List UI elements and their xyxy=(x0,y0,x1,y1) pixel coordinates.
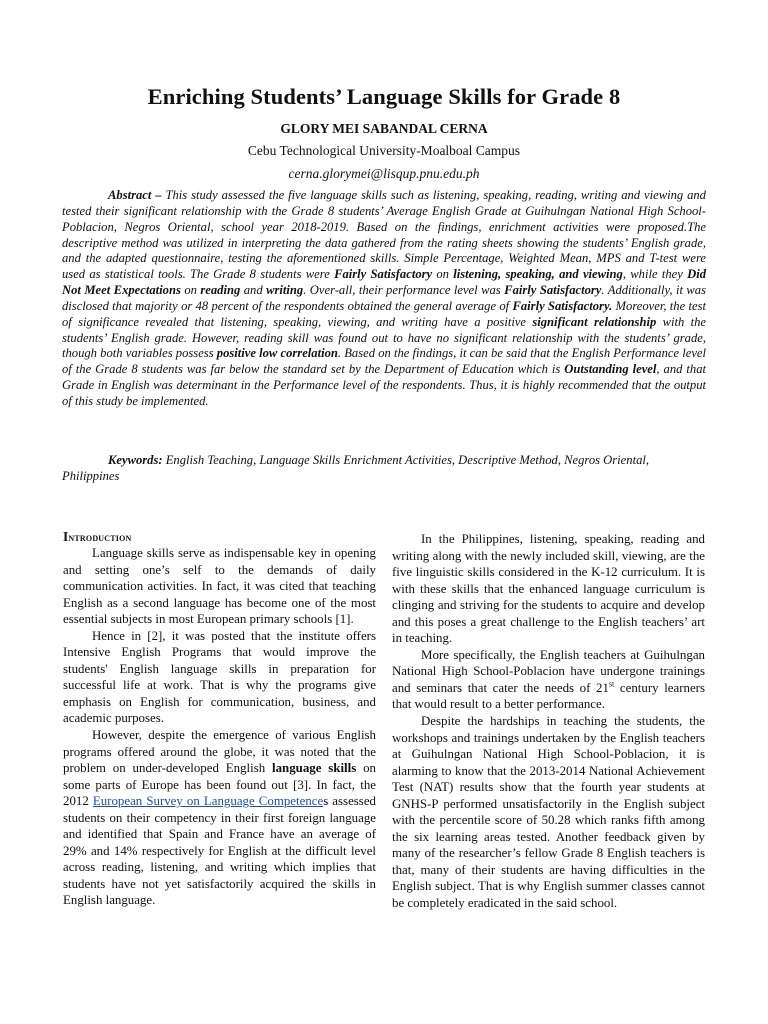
abstract-text: and xyxy=(240,283,267,298)
emphasis: language skills xyxy=(272,761,357,776)
left-column xyxy=(63,530,376,909)
paragraph: In the Philippines, listening, speaking, reading and writing along with the newly included skill, viewing, are the five linguistic skills considered in the K-12 curriculum. It is with these skills that the enhanced language curriculum is clinging and striving for the students to acquire and develop and this poses a great challenge to the English teachers’ art in teaching. xyxy=(392,532,705,646)
keywords-text: English Teaching, Language Skills Enrichment Activities, Descriptive Method, Negros Oriental, Philippines xyxy=(62,453,650,484)
paper-title: Enriching Students’ Language Skills for Grade 8 xyxy=(147,84,621,109)
superscript: st xyxy=(608,679,615,689)
keywords xyxy=(62,452,706,485)
abstract-text: with the students’ English grade. However, reading skill was found out to have no significant relationship with the students’ grade, though both variables possess xyxy=(62,314,706,361)
abstract-text: . Based on the findings, it can be said that the English Performance level of the Grade 8 students was far below the standard set by the Department of Education which is xyxy=(62,346,707,377)
abstract-text: This study assessed the five language skills such as listening, speaking, reading, writing and viewing and tested their significant relationship with the Grade 8 students’ Average English Grade at Guihulngan National High School-Poblacion, Negros Oriental, school year 2018-2019. Based on the findings, enrichment activities were proposed.The descriptive method was utilized in interpreting the data gathered from the rating sheets showing the students’ English grade, and the adapted questionnaire, testing the aforementioned skills. Simple Percentage, Weighted Mean, MPS and T-test were used as statistical tools. The Grade 8 students were xyxy=(62,188,706,282)
abstract-emphasis: Did Not Meet Expectations xyxy=(62,267,706,298)
abstract-text: . Additionally, it was disclosed that majority or 48 percent of the respondents obtained the general average of xyxy=(62,283,707,313)
abstract-emphasis: Fairly Satisfactory xyxy=(334,267,433,282)
abstract-emphasis: positive low correlation xyxy=(216,346,338,361)
paragraph: Despite the hardships in teaching the students, the workshops and trainings undertaken by the English teachers at Guihulngan National High School-Poblacion, it is alarming to know that the 2013-2014 National Achievement Test (NAT) results show that the fourth year students at GNHS-P performed unsatisfactorily in the English subject with the percentile score of 50.28 which ranks fifth among the six learning areas tested. Another feedback given by many of the researcher’s fellow Grade 8 English teachers is that, many of their students are having difficulties in the English subject. That is why English summer classes cannot be completely eradicated in the said school. xyxy=(392,714,705,911)
right-column xyxy=(392,531,705,912)
keywords-label: Keywords: xyxy=(108,453,163,467)
abstract-emphasis: reading xyxy=(200,283,241,298)
abstract-emphasis: writing xyxy=(266,283,304,298)
european-survey-link[interactable]: European Survey on Language Competence xyxy=(92,794,324,809)
author-name: GLORY MEI SABANDAL CERNA xyxy=(280,121,488,136)
abstract-text: , while they xyxy=(622,267,688,282)
abstract-emphasis: Fairly Satisfactory xyxy=(504,283,602,298)
author-email: cerna.glorymei@lisqup.pnu.edu.ph xyxy=(288,166,480,181)
abstract-text: on xyxy=(432,267,454,282)
abstract-text: Moreover, the test of significance revealed that listening, speaking, viewing, and writing have a positive xyxy=(62,298,706,329)
section-heading-introduction: Introduction xyxy=(63,529,132,544)
abstract xyxy=(62,188,706,410)
abstract-text: . Over-all, their performance level was xyxy=(303,283,505,298)
paragraph: However, despite the emergence of various English programs offered around the globe, it was noted that the problem on under-developed English language skills on some parts of Europe has been found out [3]. In fact, the 2012 European Survey on Language Competences assessed students on their competency in their first foreign language and identified that Spain and France have an average of 29% and 14% respectively for English at the difficult level across reading, listening, and writing which implies that students have not yet satisfactorily acquired the skills in English language. xyxy=(63,728,376,908)
author-affiliation: Cebu Technological University-Moalboal Campus xyxy=(247,143,521,158)
paragraph: More specifically, the English teachers at Guihulngan National High School-Poblacion have undergone trainings and seminars that cater the needs of 21st century learners that would result to a better performance. xyxy=(392,647,705,712)
abstract-emphasis: significant relationship xyxy=(532,314,657,329)
abstract-text: on xyxy=(180,283,201,298)
abstract-emphasis: Outstanding level xyxy=(564,362,657,377)
abstract-label: Abstract – xyxy=(108,188,162,202)
abstract-emphasis: listening, speaking, and viewing xyxy=(453,267,623,282)
paragraph: Hence in [2], it was posted that the institute offers Intensive English Programs that would improve the students' English language skills in preparation for successful life at work. That is why the programs give emphasis on English for communication, business, and academic purposes. xyxy=(63,628,376,726)
paragraph: Language skills serve as indispensable key in opening and setting one’s self to the demands of daily communication activities. In fact, it was cited that teaching English as a second language has become one of the most essential subjects in most European primary schools [1]. xyxy=(63,546,376,627)
abstract-text: , and that Grade in English was determinant in the Performance level of the respondents. Thus, it is highly recommended that the output of this study be implemented. xyxy=(62,362,706,408)
abstract-emphasis: Fairly Satisfactory. xyxy=(512,298,613,313)
